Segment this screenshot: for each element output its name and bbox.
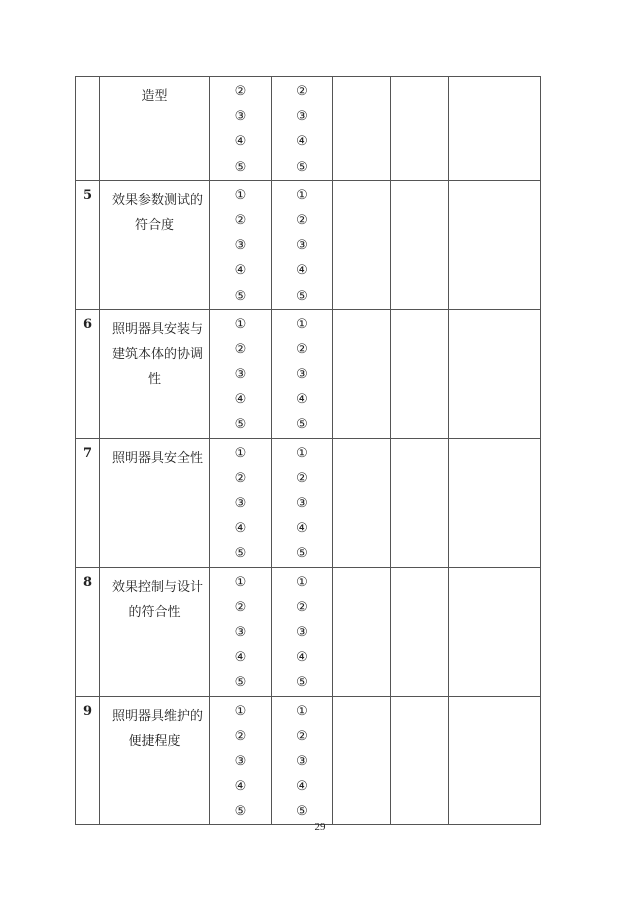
option-mark: ⑤ (234, 159, 247, 175)
item-text-line: 建筑本体的协调 (112, 346, 204, 362)
option-mark: ② (234, 212, 247, 228)
option-mark: ⑤ (234, 417, 247, 433)
blank-cell (333, 696, 391, 825)
option-column-1 (210, 180, 272, 309)
blank-cell (333, 77, 391, 181)
table-row (76, 567, 541, 696)
evaluation-item (100, 77, 210, 181)
blank-cell (449, 309, 541, 438)
row-number (76, 77, 100, 181)
option-mark: ② (234, 599, 247, 615)
item-text-line: 照明器具维护的 (112, 708, 204, 724)
option-mark: ① (234, 316, 247, 332)
page-number: 29 (314, 821, 326, 833)
blank-cell (333, 438, 391, 567)
evaluation-item (100, 438, 210, 567)
evaluation-item (100, 696, 210, 825)
option-mark: ② (296, 728, 308, 744)
item-text-line: 性 (147, 371, 161, 387)
option-mark: ⑤ (296, 288, 308, 304)
option-mark: ③ (296, 624, 308, 640)
option-column-2 (272, 77, 333, 181)
table-row (76, 77, 541, 181)
blank-cell (449, 438, 541, 567)
row-number: 5 (76, 180, 100, 309)
option-mark: ④ (296, 521, 308, 537)
option-mark: ④ (234, 521, 247, 537)
option-mark: ③ (234, 238, 247, 254)
item-text-line: 符合度 (134, 217, 174, 233)
option-mark: ⑤ (234, 804, 247, 820)
table-row (76, 696, 541, 825)
blank-cell (391, 180, 449, 309)
option-mark: ⑤ (234, 675, 247, 691)
option-mark: ③ (296, 109, 308, 125)
item-text-line: 照明器具安全性 (112, 450, 204, 466)
option-mark: ③ (234, 624, 247, 640)
blank-cell (333, 180, 391, 309)
table-row (76, 309, 541, 438)
option-mark: ③ (296, 238, 308, 254)
option-mark: ③ (234, 496, 247, 511)
option-mark: ① (296, 574, 308, 590)
option-mark: ⑤ (296, 417, 308, 433)
option-mark: ④ (296, 392, 308, 408)
option-column-1 (210, 309, 272, 438)
option-column-2 (272, 438, 333, 567)
option-mark: ② (234, 728, 247, 744)
option-mark: ④ (234, 650, 247, 666)
item-text-line: 效果参数测试的 (112, 192, 204, 208)
option-mark: ② (296, 470, 308, 486)
option-mark: ② (296, 599, 308, 615)
blank-cell (391, 309, 449, 438)
table-row (76, 180, 541, 309)
option-column-2 (272, 696, 333, 825)
blank-cell (391, 567, 449, 696)
item-text-line: 照明器具安装与 (112, 321, 204, 337)
blank-cell (333, 309, 391, 438)
option-mark: ① (296, 445, 308, 461)
evaluation-item (100, 180, 210, 309)
option-mark: ③ (234, 109, 247, 125)
option-mark: ⑤ (296, 675, 308, 691)
option-mark: ② (234, 84, 247, 99)
evaluation-table (75, 76, 541, 825)
blank-cell (449, 180, 541, 309)
option-column-1 (210, 567, 272, 696)
option-mark: ② (296, 341, 308, 357)
option-mark: ⑤ (234, 546, 247, 562)
table-body (76, 77, 541, 825)
option-mark: ① (296, 316, 308, 332)
row-number: 7 (76, 438, 100, 567)
option-mark: ⑤ (234, 288, 247, 304)
option-mark: ④ (296, 134, 308, 150)
row-number: 6 (76, 309, 100, 438)
option-mark: ② (234, 341, 247, 357)
option-mark: ① (296, 703, 308, 719)
option-mark: ② (296, 84, 308, 99)
blank-cell (391, 77, 449, 181)
option-mark: ④ (296, 779, 308, 795)
blank-cell (449, 567, 541, 696)
blank-cell (391, 438, 449, 567)
option-mark: ⑤ (296, 159, 308, 175)
option-column-1 (210, 77, 272, 181)
option-mark: ① (234, 574, 247, 590)
option-mark: ③ (296, 753, 308, 769)
option-mark: ③ (296, 496, 308, 511)
option-mark: ④ (234, 134, 247, 150)
option-mark: ① (296, 187, 308, 203)
option-mark: ④ (296, 650, 308, 666)
option-mark: ⑤ (296, 546, 308, 562)
option-column-1 (210, 438, 272, 567)
row-number: 9 (76, 696, 100, 825)
option-mark: ① (234, 703, 247, 719)
blank-cell (391, 696, 449, 825)
evaluation-item (100, 567, 210, 696)
row-number: 8 (76, 567, 100, 696)
option-column-2 (272, 309, 333, 438)
option-mark: ① (234, 445, 247, 461)
option-mark: ⑤ (296, 804, 308, 820)
option-mark: ③ (296, 367, 308, 383)
item-text-line: 造型 (141, 89, 168, 104)
blank-cell (449, 696, 541, 825)
blank-cell (449, 77, 541, 181)
option-mark: ① (234, 187, 247, 203)
option-column-1 (210, 696, 272, 825)
option-column-2 (272, 180, 333, 309)
option-column-2 (272, 567, 333, 696)
option-mark: ④ (234, 263, 247, 279)
blank-cell (333, 567, 391, 696)
option-mark: ③ (234, 367, 247, 383)
table-row (76, 438, 541, 567)
item-text-line: 效果控制与设计 (112, 579, 204, 595)
option-mark: ④ (234, 392, 247, 408)
item-text-line: 便捷程度 (128, 733, 181, 749)
option-mark: ④ (296, 263, 308, 279)
item-text-line: 的符合性 (128, 604, 181, 620)
option-mark: ③ (234, 753, 247, 769)
option-mark: ④ (234, 779, 247, 795)
option-mark: ② (296, 212, 308, 228)
option-mark: ② (234, 470, 247, 486)
evaluation-item (100, 309, 210, 438)
